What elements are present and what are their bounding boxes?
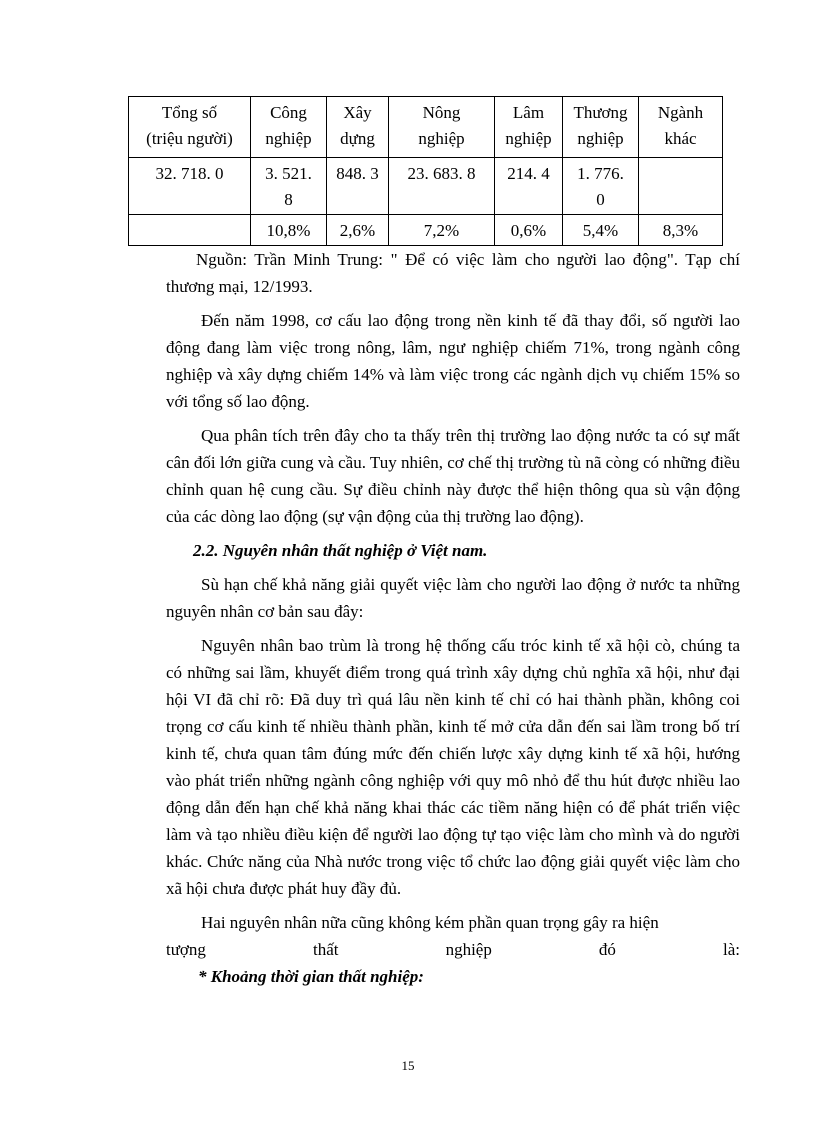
body-text [166,246,740,990]
sub-heading: * Khoảng thời gian thất nghiệp: [198,967,424,986]
paragraph: Đến năm 1998, cơ cấu lao động trong nền kinh tế đã thay đổi, số người lao động đang làm việc trong nông, lâm, ngư nghiệp chiếm 71%, trong ngành công nghiệp và xây dựng chiếm 14% và làm việc trong các ngành dịch vụ chiếm 15% so với tổng số lao động. [166,311,740,411]
header-cell: Công nghiệp [251,97,327,158]
paragraph: Sù hạn chế khả năng giải quyết việc làm cho người lao động ở nước ta những nguyên nhân cơ bản sau đây: [166,575,740,621]
source-note: Nguồn: Trần Minh Trung: " Để có việc làm cho người lao động". Tạp chí thương mại, 12/1993. [166,250,740,296]
labor-structure-table [128,96,723,246]
percent-cell [129,215,251,246]
paragraph-justified-line [166,936,740,963]
header-cell: Ngành khác [639,97,723,158]
value-cell: 32. 718. 0 [129,158,251,215]
value-cell: 214. 4 [495,158,563,215]
page-number: 15 [401,1058,415,1073]
header-cell: Thương nghiệp [563,97,639,158]
section-heading: 2.2. Nguyên nhân thất nghiệp ở Việt nam. [193,541,488,560]
percent-cell: 2,6% [327,215,389,246]
table-values-row [129,158,723,215]
value-cell: 3. 521. 8 [251,158,327,215]
value-cell [639,158,723,215]
word: thất [313,940,339,959]
word: tượng [166,940,206,959]
value-cell: 1. 776. 0 [563,158,639,215]
value-cell: 848. 3 [327,158,389,215]
paragraph-first-line: Hai nguyên nhân nữa cũng không kém phần quan trọng gây ra hiện [201,913,659,932]
header-cell: Tổng số (triệu người) [129,97,251,158]
header-cell: Nông nghiệp [389,97,495,158]
percent-cell: 8,3% [639,215,723,246]
header-cell: Lâm nghiệp [495,97,563,158]
percent-cell: 0,6% [495,215,563,246]
word: nghiệp [445,940,492,959]
percent-cell: 7,2% [389,215,495,246]
value-cell: 23. 683. 8 [389,158,495,215]
table-percent-row [129,215,723,246]
table-header-row [129,97,723,158]
paragraph: Nguyên nhân bao trùm là trong hệ thống cấu tróc kinh tế xã hội cò, chúng ta có những sai lầm, khuyết điểm trong quá trình xây dựng chủ nghĩa xã hội, như đại hội VI đã chỉ rõ: Đã duy trì quá lâu nền kinh tế chỉ có hai thành phần, không coi trọng cơ cấu kinh tế nhiều thành phần, kinh tế mở cửa dẫn đến sai lầm trong bố trí kinh tế, chưa quan tâm đúng mức đến chiến lược xây dựng kinh tế xã hội, hướng vào phát triển những ngành công nghiệp với quy mô nhỏ để thu hút được nhiều lao động dẫn đến hạn chế khả năng khai thác các tiềm năng hiện có để phát triển việc làm và tạo nhiều điều kiện để người lao động tự tạo việc làm cho mình và do người khác. Chức năng của Nhà nước trong việc tổ chức lao động giải quyết việc làm cho xã hội chưa được phát huy đầy đủ. [166,636,740,898]
percent-cell: 5,4% [563,215,639,246]
word: đó [598,940,616,959]
word: là: [722,940,740,959]
header-cell: Xây dựng [327,97,389,158]
percent-cell: 10,8% [251,215,327,246]
paragraph: Qua phân tích trên đây cho ta thấy trên thị trường lao động nước ta có sự mất cân đối lớn giữa cung và cầu. Tuy nhiên, cơ chế thị trường tù nã còng có những điều chỉnh quan hệ cung cầu. Sự điều chỉnh này được thể hiện thông qua sù vận động của các dòng lao động (sự vận động của thị trường lao động). [166,426,740,526]
